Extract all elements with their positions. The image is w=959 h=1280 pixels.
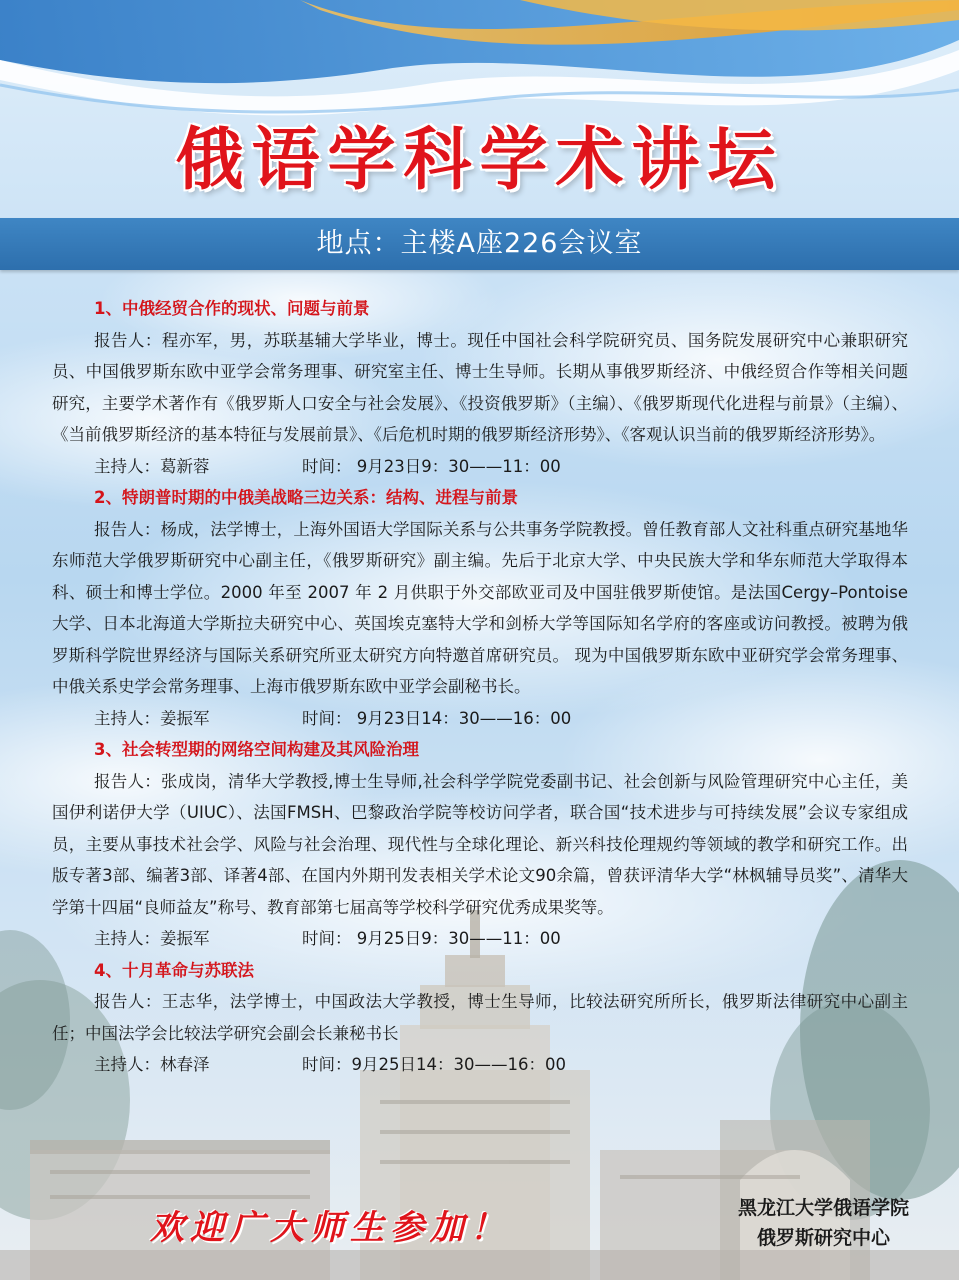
organizer-line: 俄罗斯研究中心 [756, 1227, 890, 1249]
lecture-section [52, 734, 908, 955]
page-title: 俄语学科学术讲坛 [175, 121, 784, 200]
speaker-bio: 报告人：王志华，法学博士，中国政法大学教授，博士生导师，比较法研究所所长，俄罗斯法律研究中心副主任；中国法学会比较法学研究会副会长兼秘书长 [52, 992, 909, 1043]
host-time-line [52, 703, 908, 735]
lecture-list [52, 293, 925, 1081]
host-name: 主持人：林春泽 [94, 1055, 210, 1074]
lecture-time: 时间： 9月23日9：30——11：00 [302, 456, 561, 476]
speaker-bio: 报告人：程亦军，男，苏联基辅大学毕业，博士。现任中国社会科学院研究员、国务院发展研究中心兼职研究员、中国俄罗斯东欧中亚学会常务理事、研究室主任、博士生导师。长期从事俄罗斯经济、中俄经贸合作等相关问题研究，主要学术著作有《俄罗斯人口安全与社会发展》、《投资俄罗斯》（主编）、《俄罗斯现代化进程与前景》（主编）、《当前俄罗斯经济的基本特征与发展前景》、《后危机时期的俄罗斯经济形势》、《客观认识当前的俄罗斯经济形势》。 [52, 330, 909, 444]
lecture-section [52, 482, 925, 734]
host-name: 主持人：葛新蓉 [94, 456, 210, 476]
host-time-line [52, 451, 908, 483]
host-time-line [52, 923, 908, 955]
lecture-heading: 4、十月革命与苏联法 [94, 960, 254, 980]
welcome-slogan: 欢迎广大师生参加！ [150, 1208, 510, 1248]
lecture-section [52, 293, 908, 482]
lecture-heading: 3、社会转型期的网络空间构建及其风险治理 [94, 740, 419, 759]
venue-text: 地点：主楼A座226会议室 [316, 228, 643, 259]
organizer-line: 黑龙江大学俄语学院 [737, 1197, 909, 1219]
speaker-bio: 报告人：张成岗，清华大学教授,博士生导师,社会科学学院党委副书记、社会创新与风险管理研究中心主任，美国伊利诺伊大学（UIUC）、法国FMSH、巴黎政治学院等校访问学者，联合国“技术进步与可持续发展”会议专家组成员，主要从事技术社会学、风险与社会治理、现代性与全球化理论、新兴科技伦理规约等领域的教学和研究工作。出版专著3部、编著3部、译著4部、在国内外期刊发表相关学术论文90余篇，曾获评清华大学“林枫辅导员奖”、清华大学第十四届“良师益友”称号、教育部第七届高等学校科学研究优秀成果奖等。 [52, 771, 909, 917]
lecture-heading: 2、特朗普时期的中俄美战略三边关系：结构、进程与前景 [94, 488, 518, 507]
lecture-heading: 1、中俄经贸合作的现状、问题与前景 [94, 299, 370, 318]
lecture-time: 时间：9月25日14：30——16：00 [302, 1055, 566, 1074]
host-time-line [52, 1049, 908, 1081]
lecture-time: 时间： 9月25日9：30——11：00 [302, 929, 561, 948]
venue-banner [0, 218, 959, 270]
organizer-block [738, 1193, 909, 1253]
speaker-bio: 报告人：杨成，法学博士，上海外国语大学国际关系与公共事务学院教授。曾任教育部人文社科重点研究基地华东师范大学俄罗斯研究中心副主任，《俄罗斯研究》副主编。先后于北京大学、中央民族大学和华东师范大学取得本科、硕士和博士学位。2000 年至 2007 年 2 月供职于外交部欧亚司及中国驻俄罗斯使馆。是法国Cergy–Pontoise 大学、日本北海道大学斯拉夫研究中心、英国埃克塞特大学和剑桥大学等国际知名学府的客座或访问教授。被聘为俄罗斯科学院世界经济与国际关系研究所亚太研究方向特邀首席研究员。 现为中国俄罗斯东欧中亚研究学会常务理事、中俄关系史学会常务理事、上海市俄罗斯东欧中亚学会副秘书长。 [52, 519, 925, 696]
lecture-section [52, 955, 908, 1081]
host-name: 主持人：姜振军 [94, 929, 210, 948]
lecture-time: 时间： 9月23日14：30——16：00 [302, 708, 572, 728]
host-name: 主持人：姜振军 [94, 708, 210, 728]
